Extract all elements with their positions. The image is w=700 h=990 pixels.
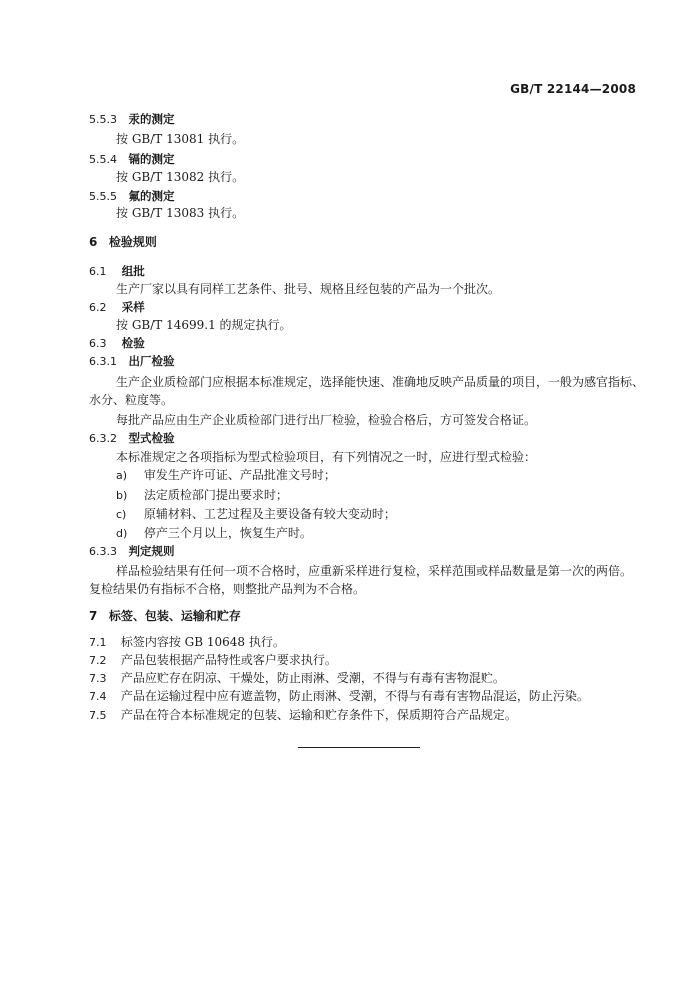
clause-title: 出厂检验 [128, 354, 175, 368]
clause-title: 判定规则 [128, 544, 175, 558]
list-label: b) [116, 489, 128, 502]
section-number: 7 [89, 609, 98, 623]
clause-heading [89, 263, 145, 280]
clause-line [89, 634, 285, 651]
clause-number: 7.1 [89, 636, 107, 649]
list-item [116, 467, 336, 484]
clause-text: 产品应贮存在阴凉、干燥处，防止雨淋、受潮，不得与有毒有害物混贮。 [120, 671, 505, 685]
section-heading [89, 234, 157, 250]
clause-text: 每批产品应由生产企业质检部门进行出厂检验，检验合格后，方可签发合格证。 [116, 413, 537, 427]
clause-title: 组批 [121, 264, 145, 278]
clause-title: 型式检验 [128, 431, 175, 445]
section-title: 检验规则 [108, 235, 157, 249]
clause-heading [89, 188, 174, 205]
clause-line [89, 688, 589, 705]
section-heading [89, 608, 241, 624]
section-number: 6 [89, 235, 98, 249]
clause-title: 采样 [121, 300, 145, 314]
clause-text: 水分、粒度等。 [89, 393, 174, 407]
clause-text: 产品在运输过程中应有遮盖物，防止雨淋、受潮，不得与有毒有害物品混运，防止污染。 [120, 689, 589, 703]
clause-title: 镉的测定 [128, 152, 175, 166]
list-text: 停产三个月以上，恢复生产时。 [143, 526, 312, 540]
clause-line [89, 652, 337, 669]
clause-text: 标签内容按 GB 10648 执行。 [120, 635, 285, 649]
clause-text: 产品包装根据产品特性或客户要求执行。 [120, 653, 337, 667]
clause-number: 5.5.3 [89, 113, 117, 126]
clause-heading [89, 111, 174, 128]
clause-title: 汞的测定 [128, 112, 175, 126]
clause-heading [89, 151, 174, 168]
list-text: 原辅材料、工艺过程及主要设备有较大变动时； [143, 507, 396, 521]
clause-text: 产品在符合本标准规定的包装、运输和贮存条件下，保质期符合产品规定。 [120, 708, 517, 722]
clause-heading [89, 430, 174, 447]
clause-text: 生产厂家以具有同样工艺条件、批号、规格且经包装的产品为一个批次。 [116, 282, 501, 296]
clause-number: 7.4 [89, 690, 107, 703]
clause-text: 按 GB/T 13083 执行。 [116, 206, 245, 220]
clause-number: 5.5.4 [89, 153, 117, 166]
clause-number: 6.3.2 [89, 432, 117, 445]
list-text: 审发生产许可证、产品批准文号时； [143, 468, 336, 482]
clause-title: 氟的测定 [128, 189, 175, 203]
end-rule [298, 747, 420, 748]
clause-heading [89, 335, 145, 352]
clause-number: 7.5 [89, 709, 107, 722]
clause-line [89, 707, 517, 724]
clause-number: 7.3 [89, 672, 107, 685]
clause-number: 6.2 [89, 301, 107, 314]
clause-heading [89, 299, 145, 316]
clause-text: 本标准规定之各项指标为型式检验项目，有下列情况之一时，应进行型式检验： [116, 450, 537, 464]
clause-title: 检验 [121, 336, 145, 350]
list-text: 法定质检部门提出要求时； [143, 488, 288, 502]
list-item [116, 487, 288, 504]
clause-text: 复检结果仍有指标不合格，则整批产品判为不合格。 [89, 582, 366, 596]
clause-text: 样品检验结果有任何一项不合格时，应重新采样进行复检，采样范围或样品数量是第一次的两倍。 [116, 564, 633, 578]
clause-heading [89, 543, 174, 560]
standard-number: GB/T 22144—2008 [510, 82, 636, 96]
clause-text: 按 GB/T 14699.1 的规定执行。 [116, 318, 292, 332]
clause-number: 6.3 [89, 337, 107, 350]
clause-line [89, 670, 505, 687]
clause-text: 按 GB/T 13081 执行。 [116, 132, 245, 146]
clause-number: 6.1 [89, 265, 107, 278]
list-item [116, 525, 312, 542]
clause-number: 5.5.5 [89, 190, 117, 203]
list-label: c) [116, 508, 127, 521]
clause-text: 按 GB/T 13082 执行。 [116, 170, 245, 184]
list-item [116, 506, 396, 523]
section-title: 标签、包装、运输和贮存 [108, 609, 241, 623]
clause-number: 6.3.1 [89, 355, 117, 368]
list-label: a) [116, 469, 128, 482]
clause-number: 7.2 [89, 654, 107, 667]
list-label: d) [116, 527, 128, 540]
clause-heading [89, 353, 174, 370]
clause-text: 生产企业质检部门应根据本标准规定，选择能快速、准确地反映产品质量的项目，一般为感官指标、 [116, 375, 645, 389]
clause-number: 6.3.3 [89, 545, 117, 558]
